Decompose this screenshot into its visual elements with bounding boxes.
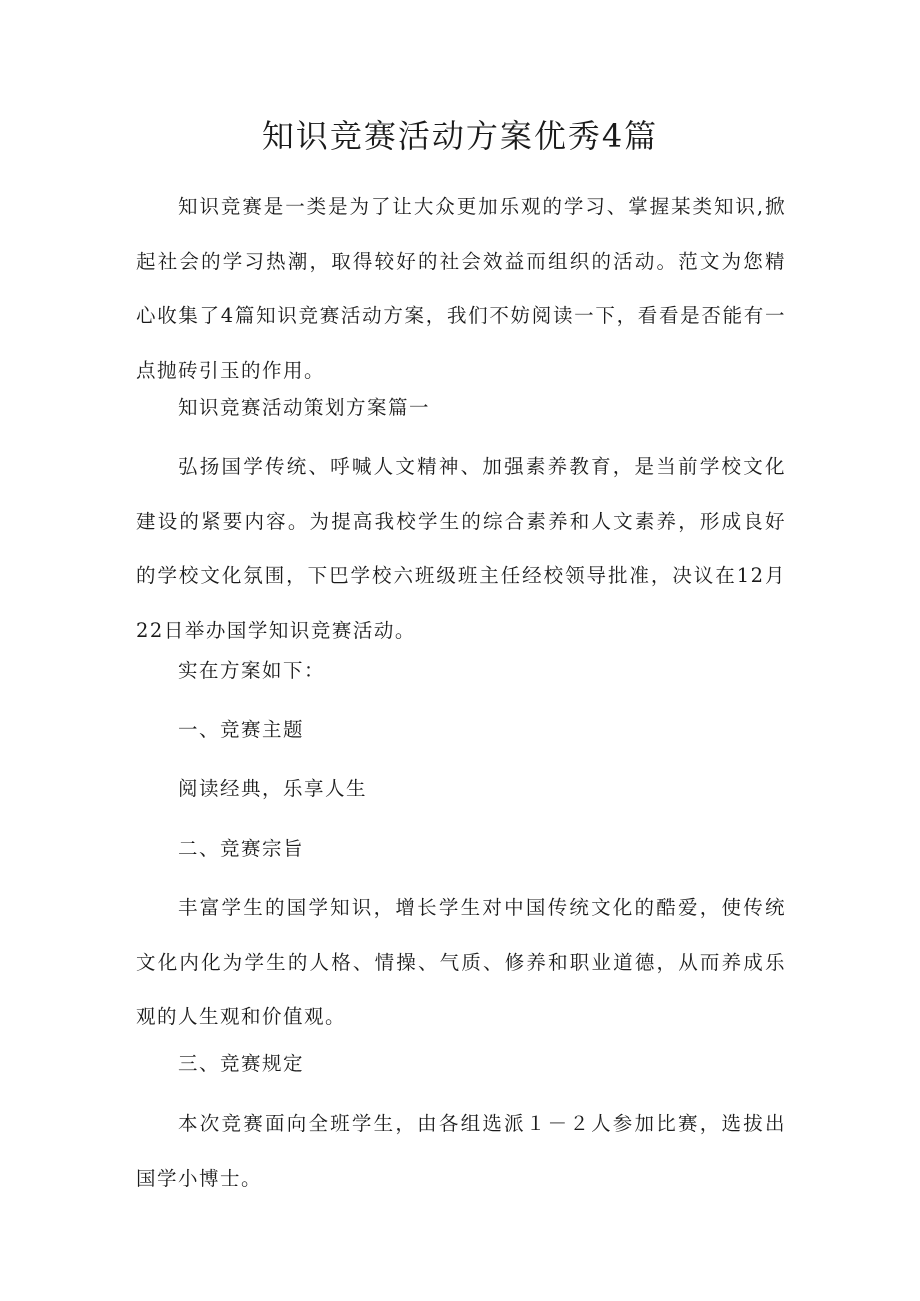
item1-body: 阅读经典，乐享人生 <box>178 777 368 800</box>
background-paragraph: 弘扬国学传统、呼喊人文精神、加强素养教育，是当前学校文化建设的紧要内容。为提高我校学生的综合素养和人文素养，形成良好的学校文化氛围，下巴学校六班级班主任经校领导批准，决议在12月22日举办国学知识竞赛活动。 <box>136 455 786 642</box>
intro-paragraph: 知识竞赛是一类是为了让大众更加乐观的学习、掌握某类知识,掀起社会的学习热潮，取得较好的社会效益而组织的活动。范文为您精心收集了4篇知识竞赛活动方案，我们不妨阅读一下，看看是否能有一点抛砖引玉的作用。 <box>136 195 786 382</box>
document-title: 知识竞赛活动方案优秀4篇 <box>261 117 659 155</box>
item2-heading: 二、竞赛宗旨 <box>178 837 305 860</box>
item3-body: 本次竞赛面向全班学生，由各组选派１－２人参加比赛，选拔出国学小博士。 <box>136 1112 786 1190</box>
section-heading: 知识竞赛活动策划方案篇一 <box>178 396 431 419</box>
item3-heading: 三、竞赛规定 <box>178 1052 305 1075</box>
plan-intro: 实在方案如下： <box>178 659 326 682</box>
item1-heading: 一、竞赛主题 <box>178 718 305 741</box>
item2-body: 丰富学生的国学知识，增长学生对中国传统文化的酷爱，使传统文化内化为学生的人格、情操、气质、修养和职业道德，从而养成乐观的人生观和价值观。 <box>136 896 786 1028</box>
